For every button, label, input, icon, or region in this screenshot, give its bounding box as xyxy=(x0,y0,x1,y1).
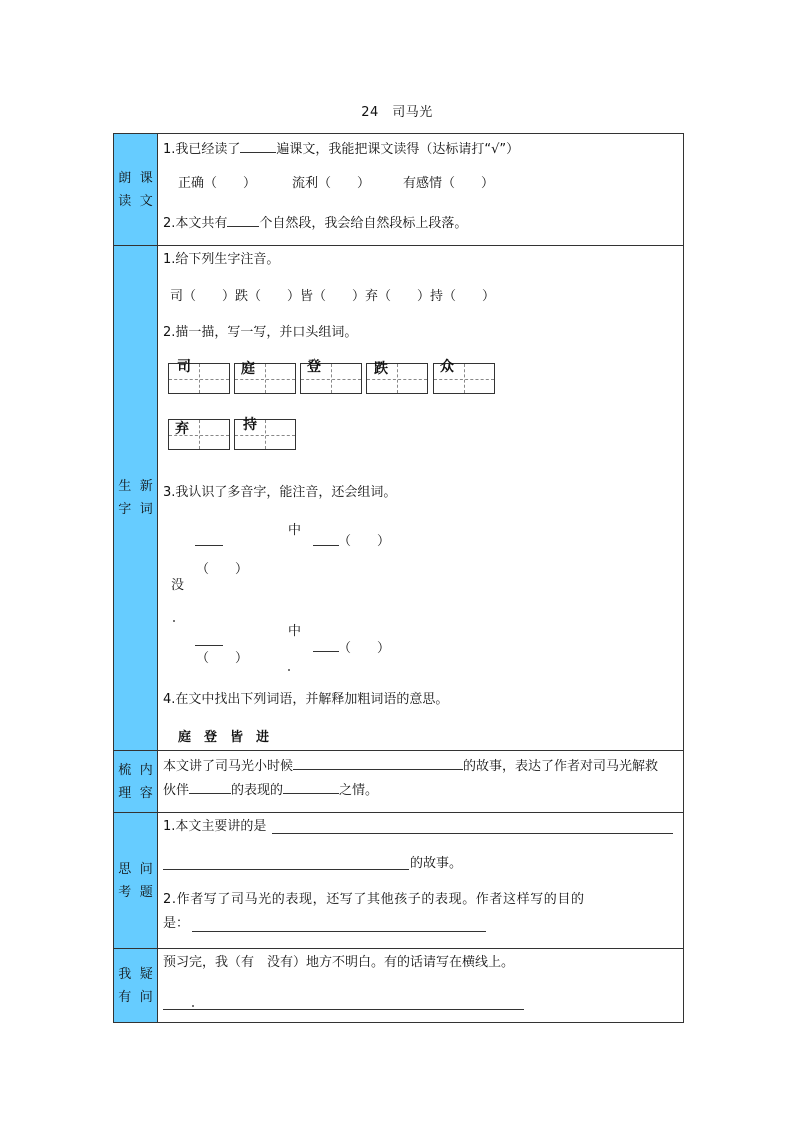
vocab-q2: 2.描一描，写一写，并口头组词。 xyxy=(163,325,358,340)
grid-char: 众 xyxy=(440,359,454,375)
answer-line[interactable] xyxy=(163,1009,524,1010)
vocab-section xyxy=(114,246,683,751)
vocab-label-line2: 新词 xyxy=(139,479,153,517)
reading-q2: 2.本文共有 xyxy=(163,216,228,231)
vocab-content xyxy=(158,246,683,750)
reading-section xyxy=(114,134,683,246)
reading-q1-rest: 遍课文，我能把课文读得（达标请打“√”） xyxy=(276,142,520,157)
page-title: 24 司马光 xyxy=(361,105,433,120)
behavior-blank[interactable] xyxy=(189,781,231,794)
thinking-content xyxy=(158,813,683,948)
grid-char: 弃 xyxy=(175,421,189,437)
thinking-section xyxy=(114,813,683,949)
stray-dot xyxy=(288,669,290,671)
questions-content xyxy=(158,949,683,1022)
questions-text: 预习完，我（有 没有）地方不明白。有的话请写在横线上。 xyxy=(163,955,515,970)
answer-line[interactable] xyxy=(163,869,409,870)
thinking-q1: 1.本文主要讲的是 xyxy=(163,819,267,834)
paragraph-count-blank[interactable] xyxy=(227,214,259,227)
thinking-q1-end: 的故事。 xyxy=(410,856,463,871)
polyphone-char: 没 xyxy=(171,578,185,593)
questions-label-line1: 我有 xyxy=(118,966,132,1005)
word-paren[interactable]: （ ） xyxy=(196,651,249,666)
story-blank[interactable] xyxy=(293,757,463,770)
summary-line2-c: 之情。 xyxy=(339,783,379,798)
summary-label-line1: 梳理 xyxy=(118,762,132,801)
option-expressive[interactable]: 有感情（ ） xyxy=(403,176,495,191)
pinyin-blank[interactable] xyxy=(195,645,223,646)
vocab-q4: 4.在文中找出下列词语，并解释加粗词语的意思。 xyxy=(163,692,449,707)
thinking-label-line1: 思考 xyxy=(118,861,132,900)
summary-label xyxy=(114,751,158,812)
thinking-q2: 2.作者写了司马光的表现，还写了其他孩子的表现。作者这样写的目的 xyxy=(163,892,585,907)
reading-q2-rest: 个自然段，我会给自然段标上段落。 xyxy=(259,216,468,231)
reading-q1: 1.我已经读了 xyxy=(163,142,241,157)
vocab-q3: 3.我认识了多音字，能注音，还会组词。 xyxy=(163,485,397,500)
word-paren[interactable]: （ ） xyxy=(196,562,249,577)
pinyin-blank[interactable] xyxy=(313,545,339,546)
grid-char: 登 xyxy=(307,359,321,375)
grid-char: 司 xyxy=(177,359,191,375)
thinking-q2-b: 是： xyxy=(163,916,190,931)
reading-content xyxy=(158,134,683,245)
stray-dot xyxy=(192,1005,194,1007)
word-paren[interactable]: （ ） xyxy=(338,534,391,549)
thinking-label-line2: 问题 xyxy=(139,861,153,900)
preview-worksheet-table xyxy=(113,133,684,1023)
polyphone-sub-char: 中 xyxy=(288,624,302,639)
feeling-blank[interactable] xyxy=(283,781,339,794)
summary-line2-b: 的表现的 xyxy=(231,783,284,798)
reading-label-line1: 朗读 xyxy=(118,170,132,209)
grid-char: 跌 xyxy=(374,361,388,377)
option-fluent[interactable]: 流利（ ） xyxy=(292,176,371,191)
vocab-label-line1: 生字 xyxy=(118,479,132,517)
thinking-label xyxy=(114,813,158,948)
vocab-words: 庭 登 皆 进 xyxy=(178,730,270,745)
summary-label-line2: 内容 xyxy=(139,762,153,801)
grid-char: 庭 xyxy=(241,361,255,377)
polyphone-sub-char: 中 xyxy=(288,523,302,538)
pinyin-blank[interactable] xyxy=(195,545,223,546)
summary-line2-a: 伙伴 xyxy=(163,783,190,798)
reading-label-line2: 课文 xyxy=(139,170,153,209)
vocab-q1: 1.给下列生字注音。 xyxy=(163,252,280,267)
questions-label xyxy=(114,949,158,1022)
read-count-blank[interactable] xyxy=(240,140,276,153)
option-correct[interactable]: 正确（ ） xyxy=(178,176,257,191)
summary-line1-a: 本文讲了司马光小时候 xyxy=(163,759,294,774)
answer-line[interactable] xyxy=(192,931,486,932)
reading-label xyxy=(114,134,158,245)
vocab-label xyxy=(114,246,158,750)
stray-dot xyxy=(173,620,175,622)
word-paren[interactable]: （ ） xyxy=(338,641,391,656)
summary-content xyxy=(158,751,683,812)
questions-label-line2: 疑问 xyxy=(139,966,153,1005)
summary-section xyxy=(114,751,683,813)
summary-line1-b: 的故事，表达了作者对司马光解救 xyxy=(463,759,659,774)
answer-line[interactable] xyxy=(272,833,673,834)
questions-section xyxy=(114,949,683,1022)
grid-char: 持 xyxy=(243,417,257,433)
pinyin-blank[interactable] xyxy=(313,651,339,652)
pinyin-line[interactable]: 司（ ）跌（ ）皆（ ）弃（ ）持（ ） xyxy=(170,289,496,304)
